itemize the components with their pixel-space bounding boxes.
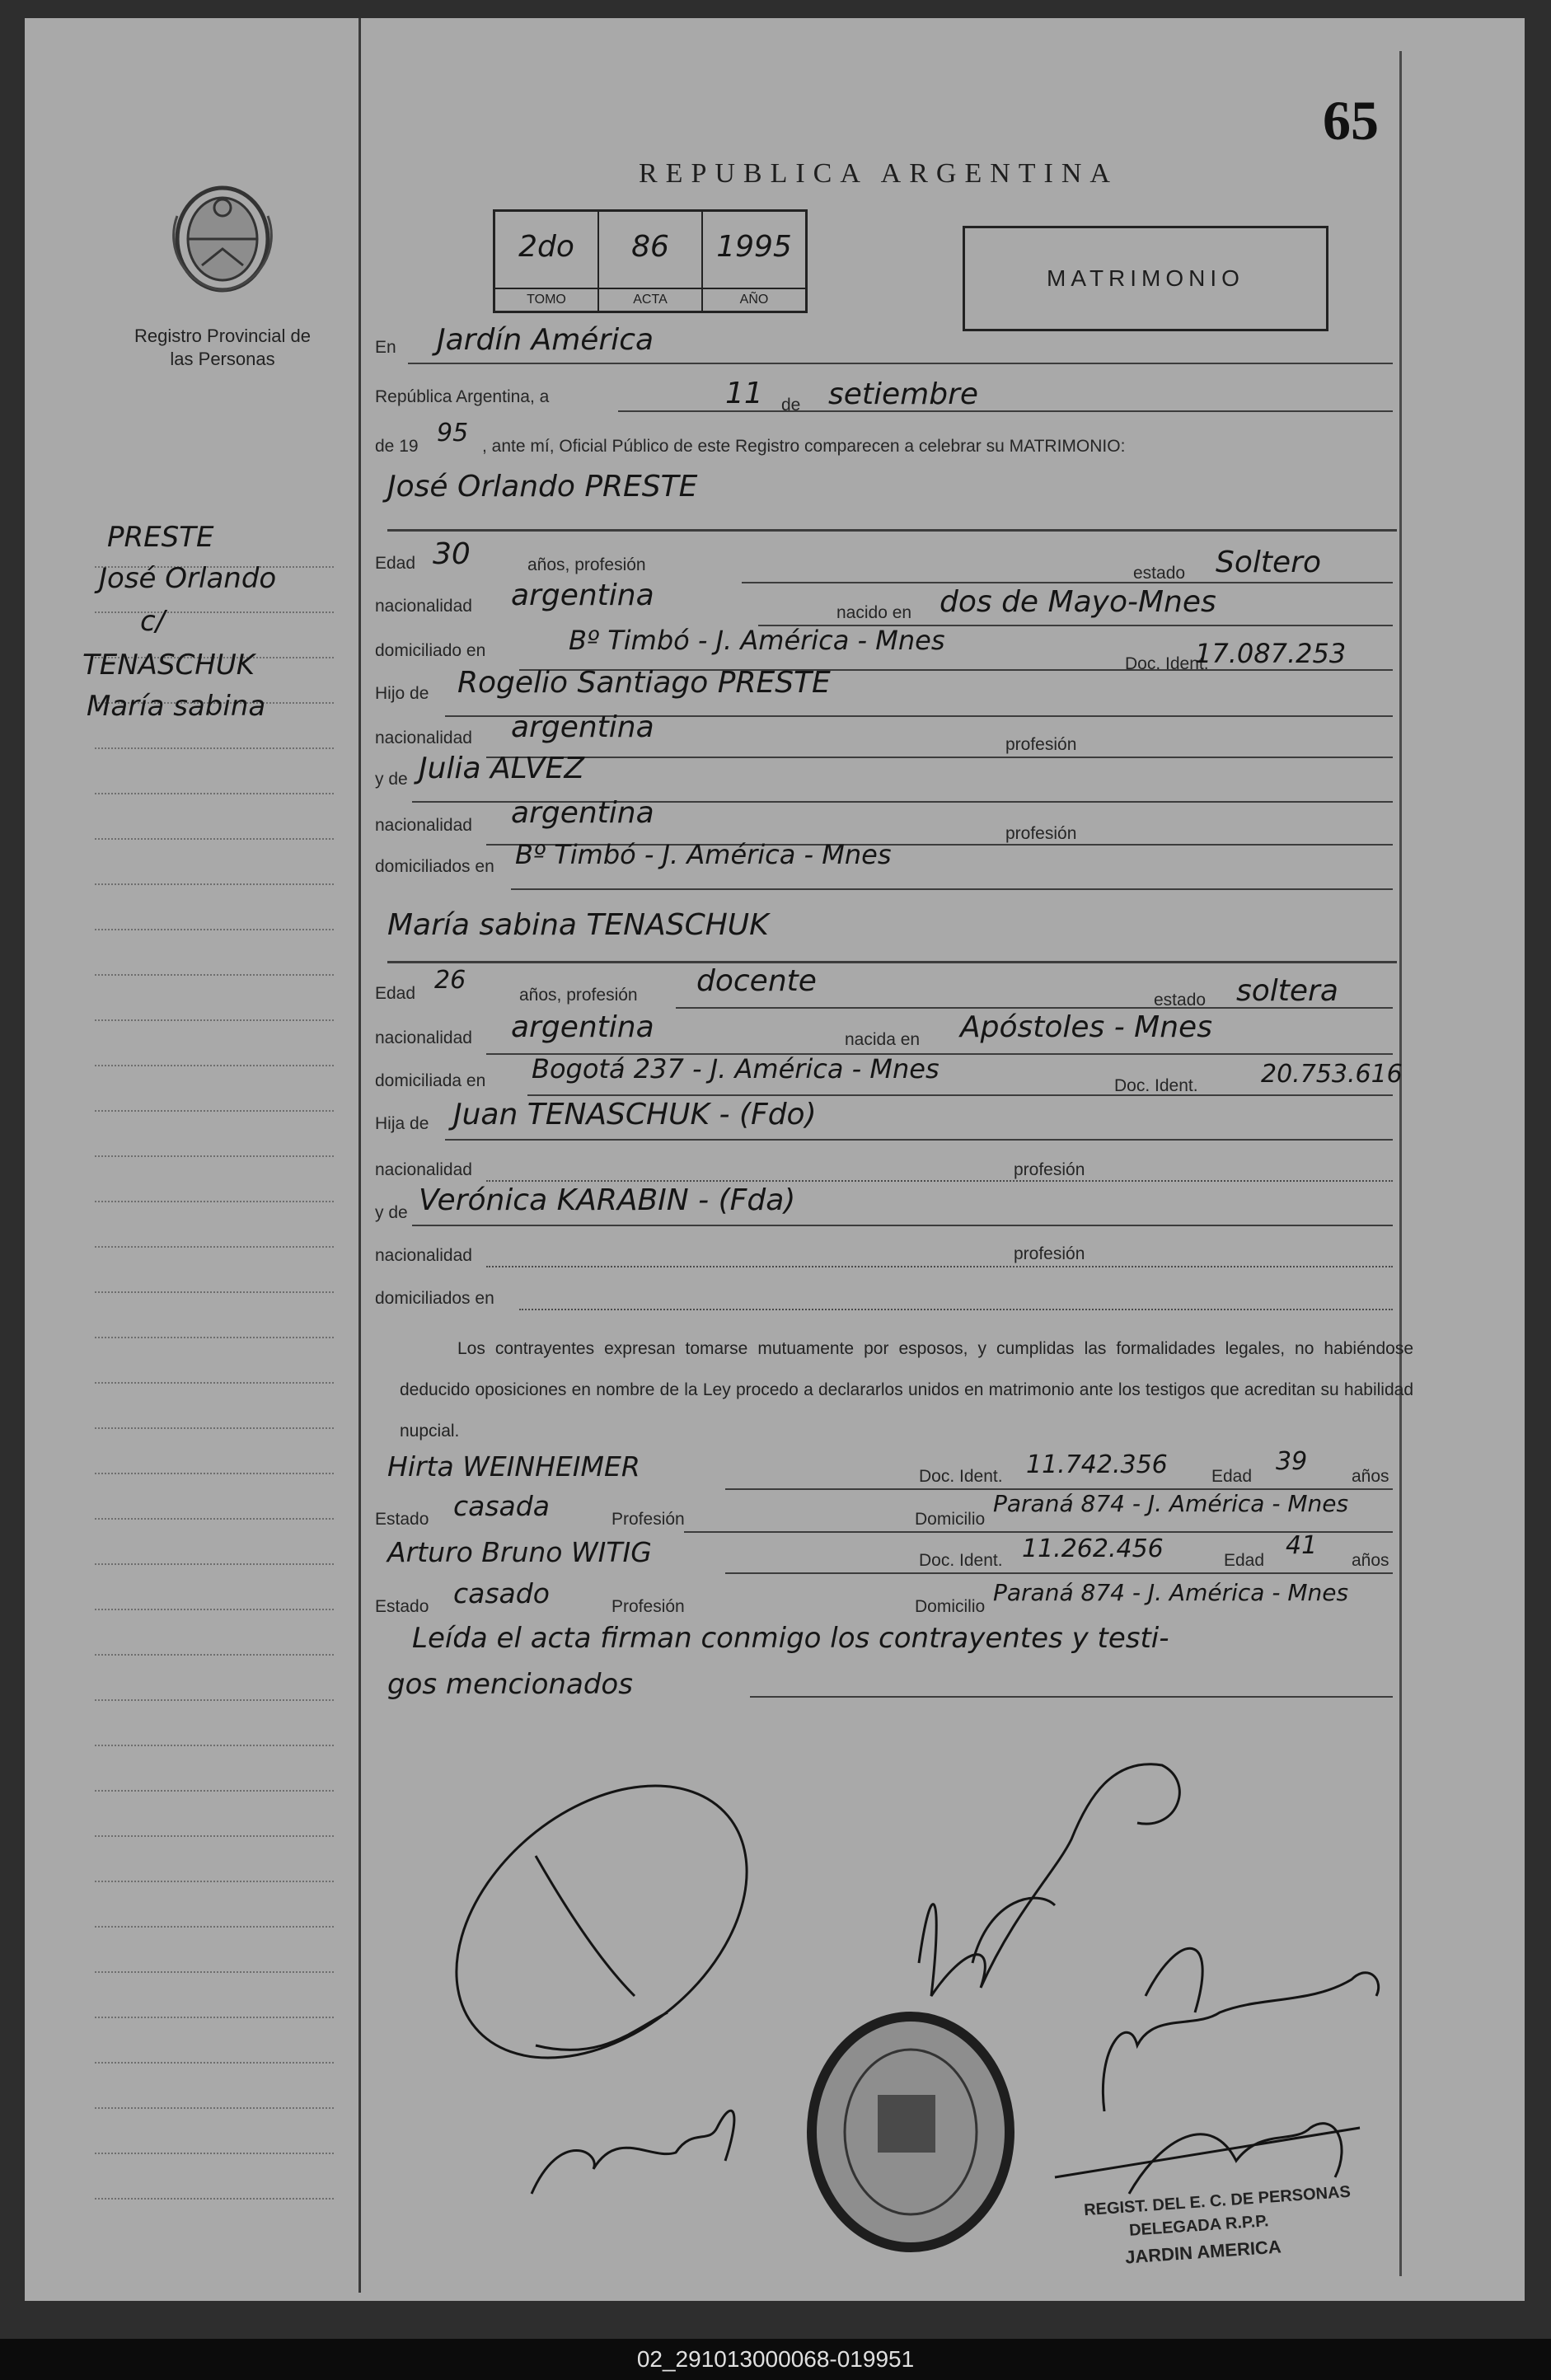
bride-mother-profession-label: profesión bbox=[1014, 1244, 1085, 1263]
groom-years-label: años, profesión bbox=[527, 555, 646, 574]
margin-note-line: José Orlando bbox=[99, 562, 277, 595]
signature-orlando bbox=[1103, 1948, 1378, 2111]
groom-parents-domicile: Bº Timbó - J. América - Mnes bbox=[515, 839, 892, 870]
witness1-years-label: años bbox=[1352, 1467, 1389, 1486]
register-page bbox=[25, 18, 1525, 2301]
bride-domicile: Bogotá 237 - J. América - Mnes bbox=[532, 1053, 940, 1085]
witness1-doc-label: Doc. Ident. bbox=[919, 1467, 1003, 1486]
document-title: MATRIMONIO bbox=[963, 226, 1328, 331]
groom-status: Soltero bbox=[1216, 546, 1321, 579]
witness1-name: Hirta WEINHEIMER bbox=[387, 1450, 640, 1483]
groom-status-label: estado bbox=[1133, 564, 1186, 583]
republica-label: República Argentina, a bbox=[375, 387, 550, 406]
year: 95 bbox=[437, 419, 469, 447]
signature-official bbox=[1055, 2124, 1360, 2194]
bride-name: María sabina TENASCHUK bbox=[387, 908, 769, 942]
margin-note-line: PRESTE bbox=[107, 521, 214, 554]
groom-doc: 17.087.253 bbox=[1195, 638, 1347, 669]
bride-domicile-label: domiciliada en bbox=[375, 1071, 486, 1090]
closing-line-2: gos mencionados bbox=[387, 1668, 633, 1701]
bride-nationality: argentina bbox=[511, 1010, 654, 1044]
closing-line-1: Leída el acta firman conmigo los contrayentes y testi- bbox=[412, 1622, 1169, 1655]
acta-value: 86 bbox=[631, 230, 669, 264]
witness1-doc: 11.742.356 bbox=[1026, 1450, 1168, 1479]
groom-age-label: Edad bbox=[375, 554, 416, 573]
witness2-doc: 11.262.456 bbox=[1022, 1534, 1164, 1563]
daughter-of-label: Hija de bbox=[375, 1114, 429, 1133]
witness1-profession-label: Profesión bbox=[611, 1510, 685, 1529]
witness2-status: casado bbox=[453, 1577, 550, 1609]
groom-birthplace: dos de Mayo-Mnes bbox=[940, 585, 1216, 619]
bride-status: soltera bbox=[1236, 974, 1338, 1008]
witness2-domicile-label: Domicilio bbox=[915, 1597, 986, 1616]
groom-father: Rogelio Santiago PRESTE bbox=[457, 666, 831, 700]
groom-father-profession-label: profesión bbox=[1005, 735, 1077, 754]
place: Jardín América bbox=[437, 323, 654, 357]
month: setiembre bbox=[828, 377, 979, 411]
groom-mother: Julia ALVEZ bbox=[419, 752, 585, 785]
margin-note-line: TENASCHUK bbox=[82, 649, 255, 682]
groom-nationality: argentina bbox=[511, 579, 654, 612]
son-of-label: Hijo de bbox=[375, 684, 429, 703]
bride-and-of-label: y de bbox=[375, 1203, 408, 1222]
margin-note-line: c/ bbox=[140, 605, 166, 638]
signature-sabina bbox=[919, 1764, 1179, 1996]
bride-years-label: años, profesión bbox=[519, 986, 638, 1005]
acta-label: ACTA bbox=[599, 288, 701, 311]
de-label: de bbox=[781, 396, 801, 415]
witness1-status: casada bbox=[453, 1490, 550, 1522]
signatures-area bbox=[25, 18, 1525, 2301]
declaration-text: Los contrayentes expresan tomarse mutuamente por esposos, y cumplidas las formalidades legales, no habiéndose deducido oposiciones en nombre de la Ley procedo a declararlos unidos en matrimonio ante los testigos que acreditan su habilidad nupcial. bbox=[400, 1339, 1413, 1441]
witness2-name: Arturo Bruno WITIG bbox=[387, 1536, 652, 1568]
groom-name: José Orlando PRESTE bbox=[387, 470, 698, 504]
witness2-profession-label: Profesión bbox=[611, 1597, 685, 1616]
day: 11 bbox=[725, 377, 763, 410]
groom-nationality-label: nacionalidad bbox=[375, 597, 472, 616]
stamp-line: DELEGADA R.P.P. bbox=[1128, 2212, 1270, 2240]
bride-father: Juan TENASCHUK - (Fdo) bbox=[453, 1098, 817, 1131]
witness2-years-label: años bbox=[1352, 1551, 1389, 1570]
bride-born-label: nacida en bbox=[845, 1030, 921, 1049]
appearance-statement: , ante mí, Oficial Público de este Registro comparecen a celebrar su MATRIMONIO: bbox=[482, 437, 1126, 456]
tomo-value: 2do bbox=[518, 230, 574, 264]
witness1-age-label: Edad bbox=[1211, 1467, 1253, 1486]
bride-mother-nationality-label: nacionalidad bbox=[375, 1246, 472, 1265]
witness2-status-label: Estado bbox=[375, 1597, 429, 1616]
groom-mother-nationality-label: nacionalidad bbox=[375, 816, 472, 835]
groom-age: 30 bbox=[433, 537, 471, 571]
witness2-doc-label: Doc. Ident. bbox=[919, 1551, 1003, 1570]
page-number: 65 bbox=[1323, 89, 1379, 152]
groom-father-nationality: argentina bbox=[511, 710, 654, 744]
groom-mother-nationality: argentina bbox=[511, 796, 654, 830]
bride-father-profession-label: profesión bbox=[1014, 1160, 1085, 1179]
witness1-domicile-label: Domicilio bbox=[915, 1510, 986, 1529]
bride-doc-label: Doc. Ident. bbox=[1114, 1076, 1198, 1095]
witness1-status-label: Estado bbox=[375, 1510, 429, 1529]
bride-birthplace: Apóstoles - Mnes bbox=[960, 1010, 1212, 1044]
file-id-caption: 02_291013000068-019951 bbox=[0, 2339, 1551, 2380]
ano-value: 1995 bbox=[716, 230, 792, 264]
official-seal-icon bbox=[812, 2017, 1010, 2247]
witness2-age: 41 bbox=[1286, 1531, 1318, 1560]
tomo-label: TOMO bbox=[495, 288, 597, 311]
bride-parents-domicile-label: domiciliados en bbox=[375, 1289, 494, 1308]
groom-mother-profession-label: profesión bbox=[1005, 824, 1077, 843]
bride-father-nationality-label: nacionalidad bbox=[375, 1160, 472, 1179]
and-of-label: y de bbox=[375, 770, 408, 789]
bride-profession: docente bbox=[696, 964, 817, 998]
bride-doc: 20.753.616 bbox=[1261, 1060, 1403, 1089]
bride-mother: Verónica KARABIN - (Fda) bbox=[419, 1183, 796, 1217]
en-label: En bbox=[375, 338, 396, 357]
groom-doc-label: Doc. Ident. bbox=[1125, 654, 1209, 673]
groom-domicile: Bº Timbó - J. América - Mnes bbox=[569, 625, 945, 656]
witness2-age-label: Edad bbox=[1224, 1551, 1265, 1570]
signature-witig bbox=[532, 2111, 734, 2194]
signature-large-oval bbox=[404, 1731, 799, 2113]
ano-label: AÑO bbox=[703, 288, 805, 311]
bride-status-label: estado bbox=[1154, 991, 1207, 1010]
margin-note-line: María sabina bbox=[87, 690, 266, 723]
year-prefix: de 19 bbox=[375, 437, 419, 456]
stamp-line: JARDIN AMERICA bbox=[1124, 2236, 1282, 2268]
witness1-domicile: Paraná 874 - J. América - Mnes bbox=[993, 1490, 1349, 1517]
bride-age: 26 bbox=[434, 966, 466, 995]
bride-age-label: Edad bbox=[375, 984, 416, 1003]
groom-domicile-label: domiciliado en bbox=[375, 641, 486, 660]
stamp-line: REGIST. DEL E. C. DE PERSONAS bbox=[1083, 2182, 1352, 2220]
groom-born-label: nacido en bbox=[836, 603, 912, 622]
witness1-age: 39 bbox=[1276, 1447, 1308, 1476]
witness2-domicile: Paraná 874 - J. América - Mnes bbox=[993, 1579, 1349, 1606]
bride-nationality-label: nacionalidad bbox=[375, 1028, 472, 1047]
country-heading: REPUBLICA ARGENTINA bbox=[639, 158, 1118, 189]
registry-label: Registro Provincial de las Personas bbox=[134, 326, 311, 369]
groom-parents-domicile-label: domiciliados en bbox=[375, 857, 494, 876]
groom-father-nationality-label: nacionalidad bbox=[375, 729, 472, 747]
